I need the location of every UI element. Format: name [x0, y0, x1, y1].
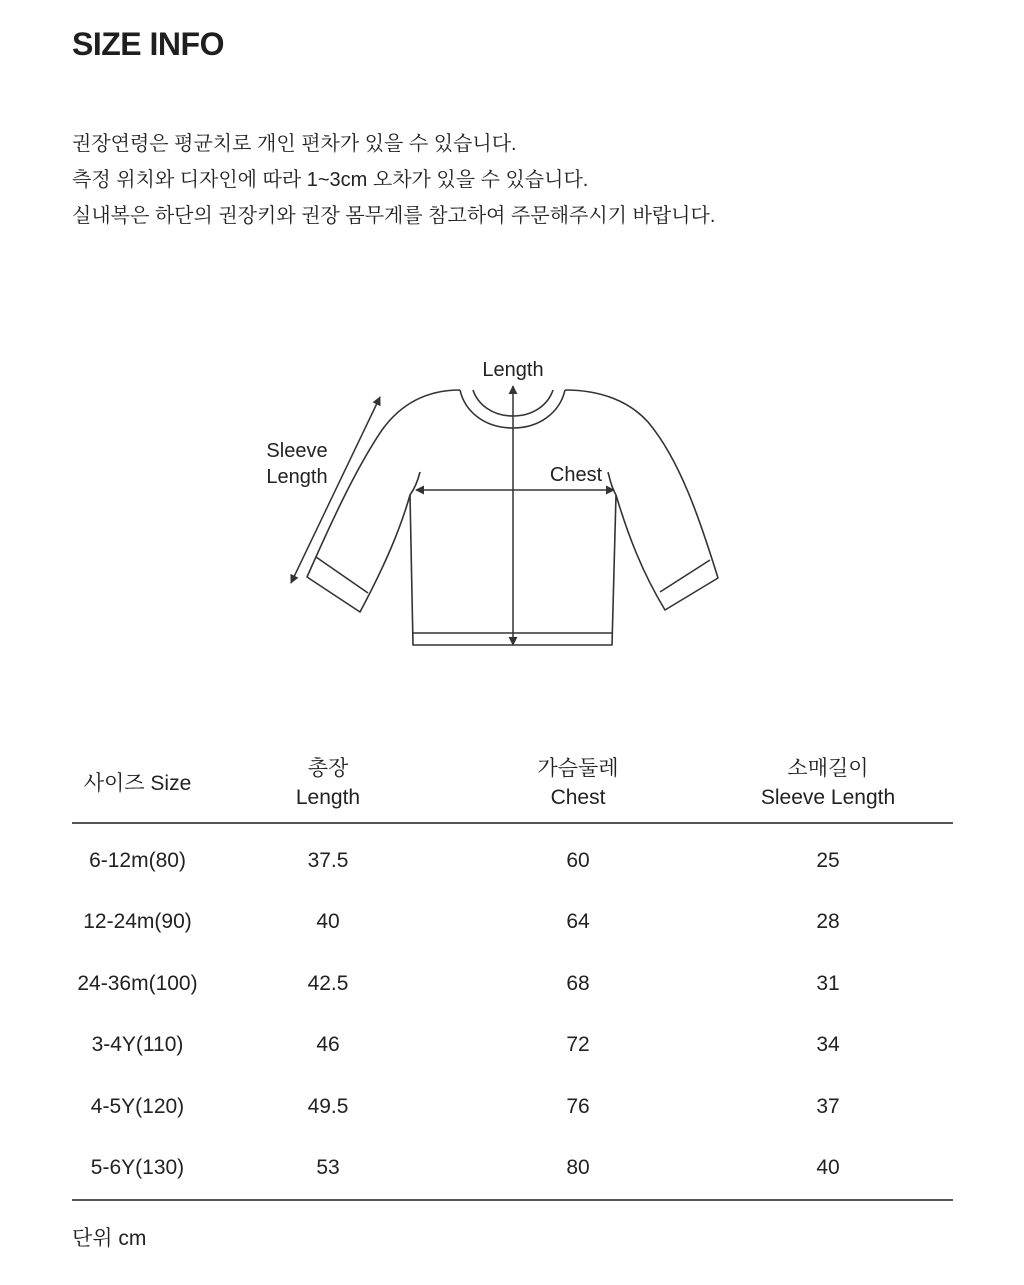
sleeve-length-label: Length [266, 466, 328, 488]
cell-sleeve: 28 [816, 910, 840, 934]
header-sleeve-length: 소매길이 Sleeve Length [703, 744, 953, 823]
cell-length: 40 [316, 910, 340, 934]
sleeve-length-label: Sleeve [266, 440, 328, 462]
cell-length: 37.5 [307, 848, 349, 872]
table-row [72, 1076, 953, 1138]
header-length: 총장 Length [203, 744, 453, 823]
unit-note: 단위 cm [72, 1227, 147, 1250]
notes-list [72, 126, 715, 234]
sleeve-length-arrow [291, 397, 380, 583]
cell-size: 12-24m(90) [83, 910, 192, 934]
table-row [72, 892, 953, 954]
cell-chest: 68 [566, 971, 590, 995]
note-item: 실내복은 하단의 권장키와 권장 몸무게를 참고하여 주문해주시기 바랍니다. [72, 205, 716, 227]
cell-chest: 64 [566, 910, 590, 934]
table-row [72, 1015, 953, 1077]
page-title: SIZE INFO [72, 26, 224, 62]
cell-sleeve: 31 [816, 971, 840, 995]
cell-sleeve: 34 [816, 1033, 840, 1057]
table-header-row [72, 744, 953, 823]
cell-length: 49.5 [307, 1094, 349, 1118]
note-item: 측정 위치와 디자인에 따라 1~3cm 오차가 있을 수 있습니다. [72, 169, 589, 191]
cell-sleeve: 37 [816, 1094, 840, 1118]
header-size: 사이즈 Size [72, 744, 203, 823]
chest-label: Chest [549, 464, 603, 486]
cell-length: 53 [203, 1138, 453, 1201]
cell-length: 42.5 [307, 971, 349, 995]
table-row [72, 953, 953, 1015]
cell-sleeve: 40 [703, 1138, 953, 1201]
cell-length: 46 [316, 1033, 340, 1057]
size-table [72, 744, 953, 1201]
header-chest: 가슴둘레 Chest [453, 744, 703, 823]
cell-chest: 72 [566, 1033, 590, 1057]
cell-size: 3-4Y(110) [91, 1033, 184, 1057]
garment-measurement-diagram [250, 350, 730, 660]
table-row [72, 823, 953, 892]
cell-size: 6-12m(80) [89, 848, 186, 872]
cell-size: 4-5Y(120) [90, 1094, 185, 1118]
cell-chest: 60 [566, 848, 590, 872]
length-label: Length [482, 359, 544, 381]
cell-chest: 76 [566, 1094, 590, 1118]
note-item: 권장연령은 평균치로 개인 편차가 있을 수 있습니다. [72, 133, 517, 155]
table-row [72, 1138, 953, 1201]
cell-chest: 80 [453, 1138, 703, 1201]
cell-size: 5-6Y(130) [72, 1138, 203, 1201]
cell-sleeve: 25 [816, 848, 840, 872]
cell-size: 24-36m(100) [77, 971, 198, 995]
